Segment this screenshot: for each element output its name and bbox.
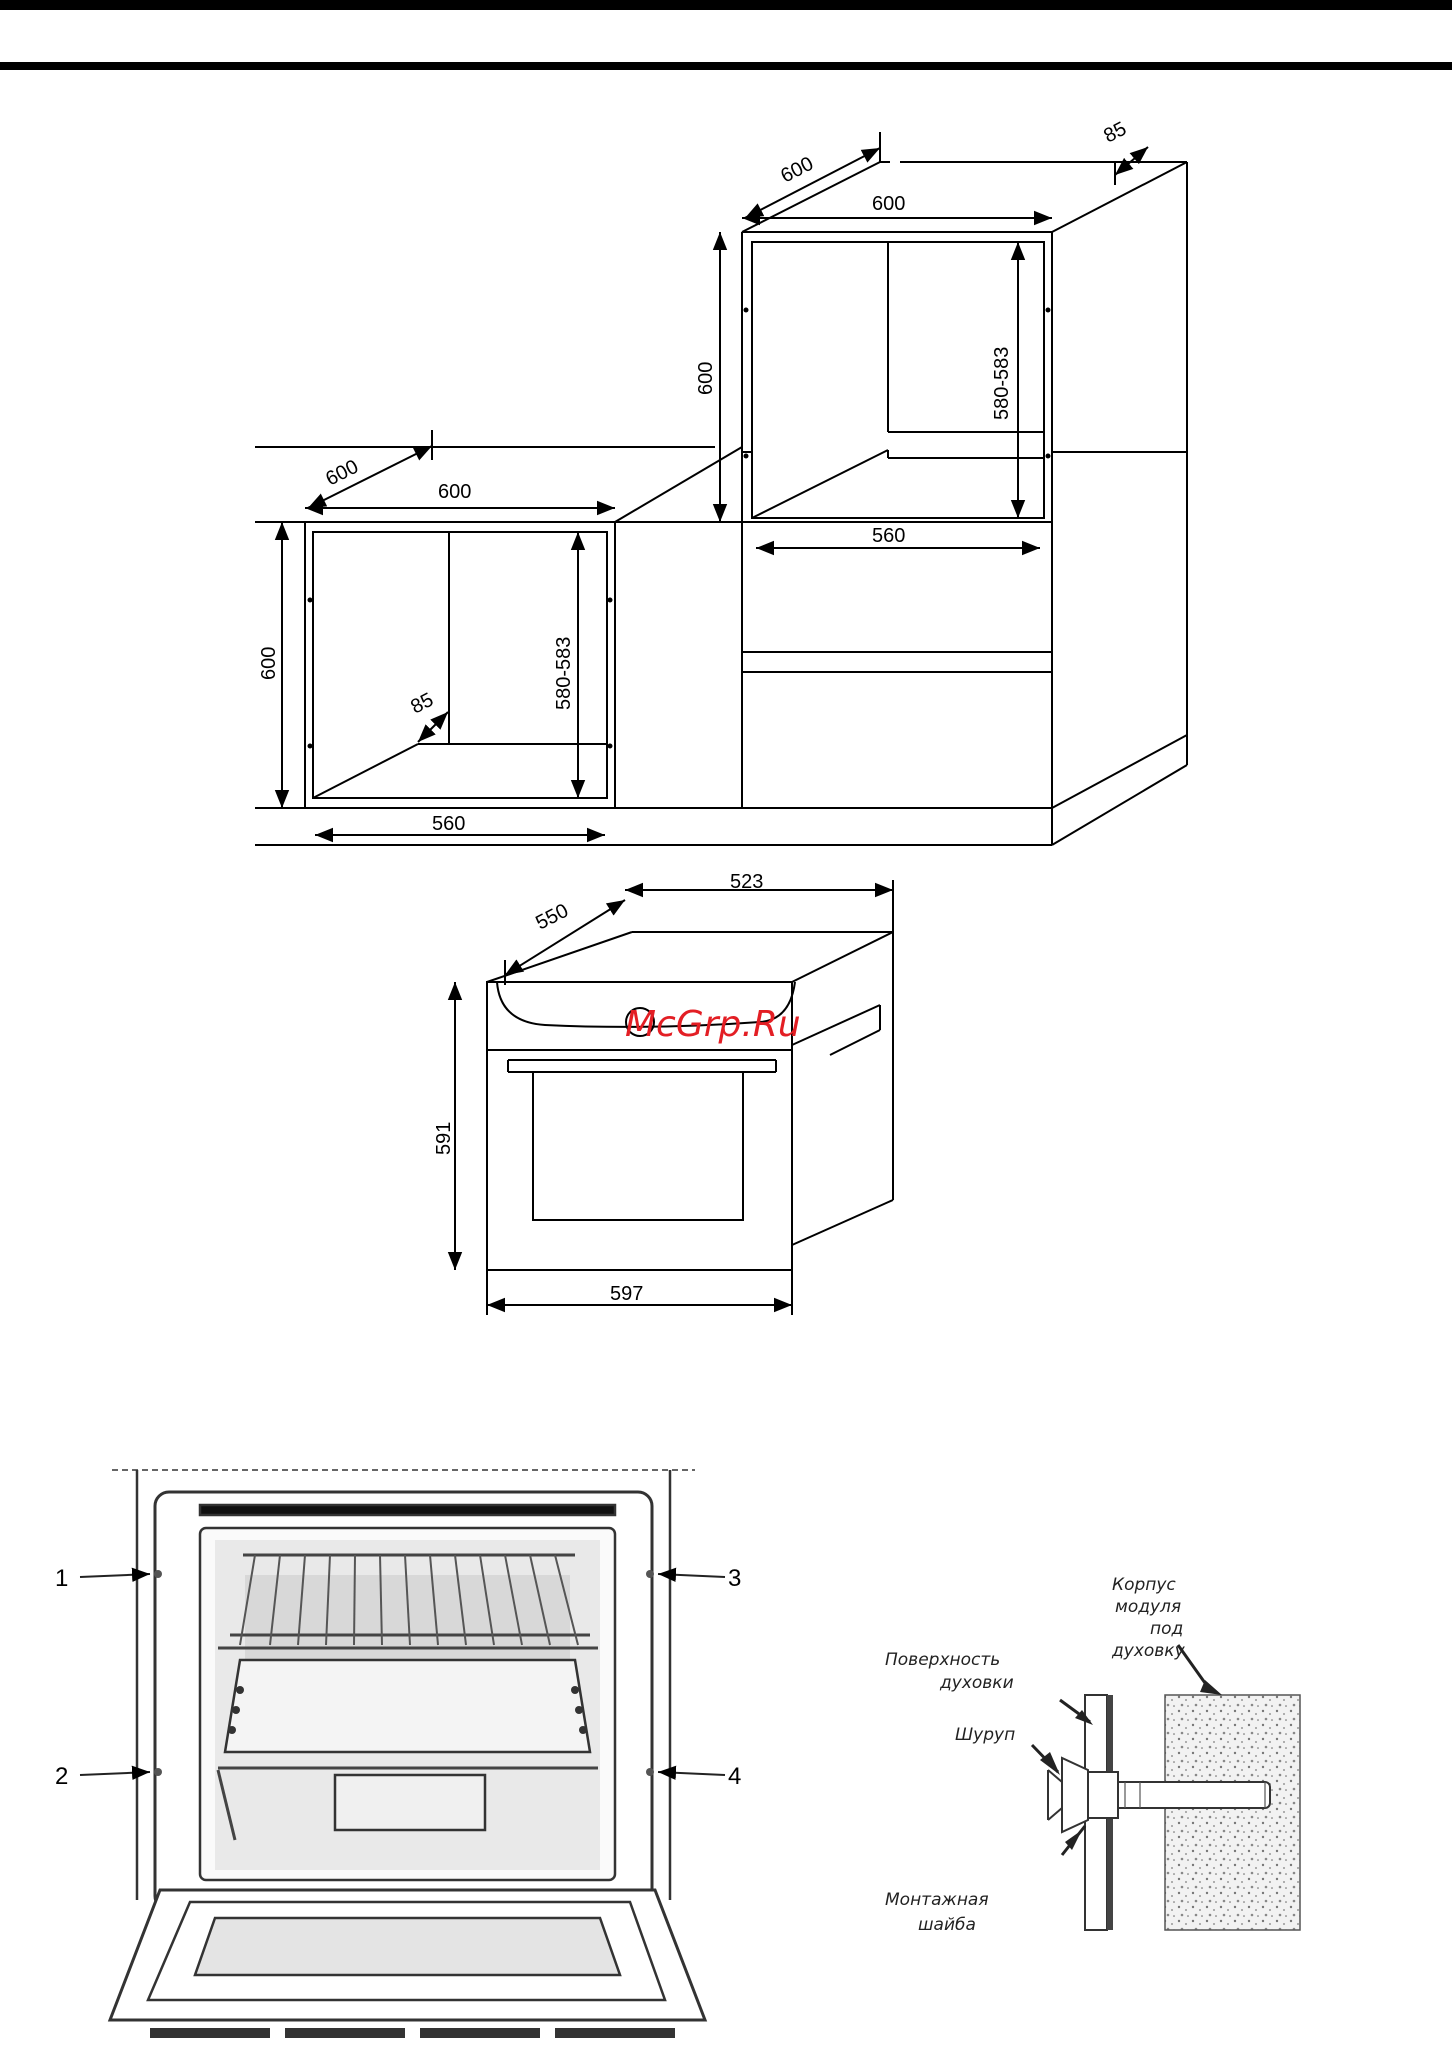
upper-vent-label: 85 — [1100, 117, 1131, 148]
oven-drawing — [487, 932, 893, 1270]
screw-label: Шуруп — [955, 1725, 1016, 1745]
upper-inner-width-label: 560 — [872, 525, 906, 547]
callout-4: 4 — [728, 1763, 742, 1790]
upper-depth-label: 600 — [777, 152, 818, 188]
oven-dimension-lines — [455, 880, 893, 1315]
upper-width-label: 600 — [872, 193, 906, 215]
oven-surface-label-line-2: духовки — [940, 1673, 1014, 1693]
oven-depth-label: 550 — [532, 899, 573, 935]
washer-label-line-2: шайба — [918, 1915, 976, 1935]
oven-front-drawing — [110, 1470, 705, 2038]
lower-inner-height-label: 580-583 — [553, 636, 575, 710]
watermark: McGrp.Ru — [625, 1004, 801, 1045]
lower-height-label: 600 — [258, 646, 280, 680]
lower-width-label: 600 — [438, 481, 472, 503]
oven-body-width-label: 523 — [730, 871, 764, 893]
header-rule-bottom — [0, 62, 1452, 70]
oven-surface-label-line-1: Поверхность — [885, 1650, 1001, 1670]
oven-height-label: 591 — [433, 1121, 455, 1155]
callout-1: 1 — [55, 1565, 69, 1592]
screw-detail-drawing — [1032, 1645, 1300, 1930]
lower-inner-width-label: 560 — [432, 813, 466, 835]
upper-inner-height-label: 580-583 — [991, 346, 1013, 420]
washer-label-line-1: Монтажная — [885, 1890, 989, 1910]
upper-height-label: 600 — [695, 361, 717, 395]
cabinet-label-line-4: духовку — [1112, 1641, 1185, 1661]
cabinet-label-line-2: модуля — [1115, 1597, 1182, 1617]
cabinet-label-line-1: Корпус — [1112, 1575, 1176, 1595]
callout-3: 3 — [728, 1565, 742, 1592]
oven-width-label: 597 — [610, 1283, 644, 1305]
oven-dimension-labels — [433, 871, 763, 1305]
cabinet-label-line-3: под — [1150, 1619, 1184, 1639]
cabinet-dimension-lines — [282, 132, 1148, 835]
lower-vent-label: 85 — [407, 688, 438, 719]
callout-2: 2 — [55, 1763, 69, 1790]
screw-detail-labels — [885, 1575, 1186, 1935]
header-rule-top — [0, 0, 1452, 10]
lower-depth-label: 600 — [322, 455, 363, 491]
